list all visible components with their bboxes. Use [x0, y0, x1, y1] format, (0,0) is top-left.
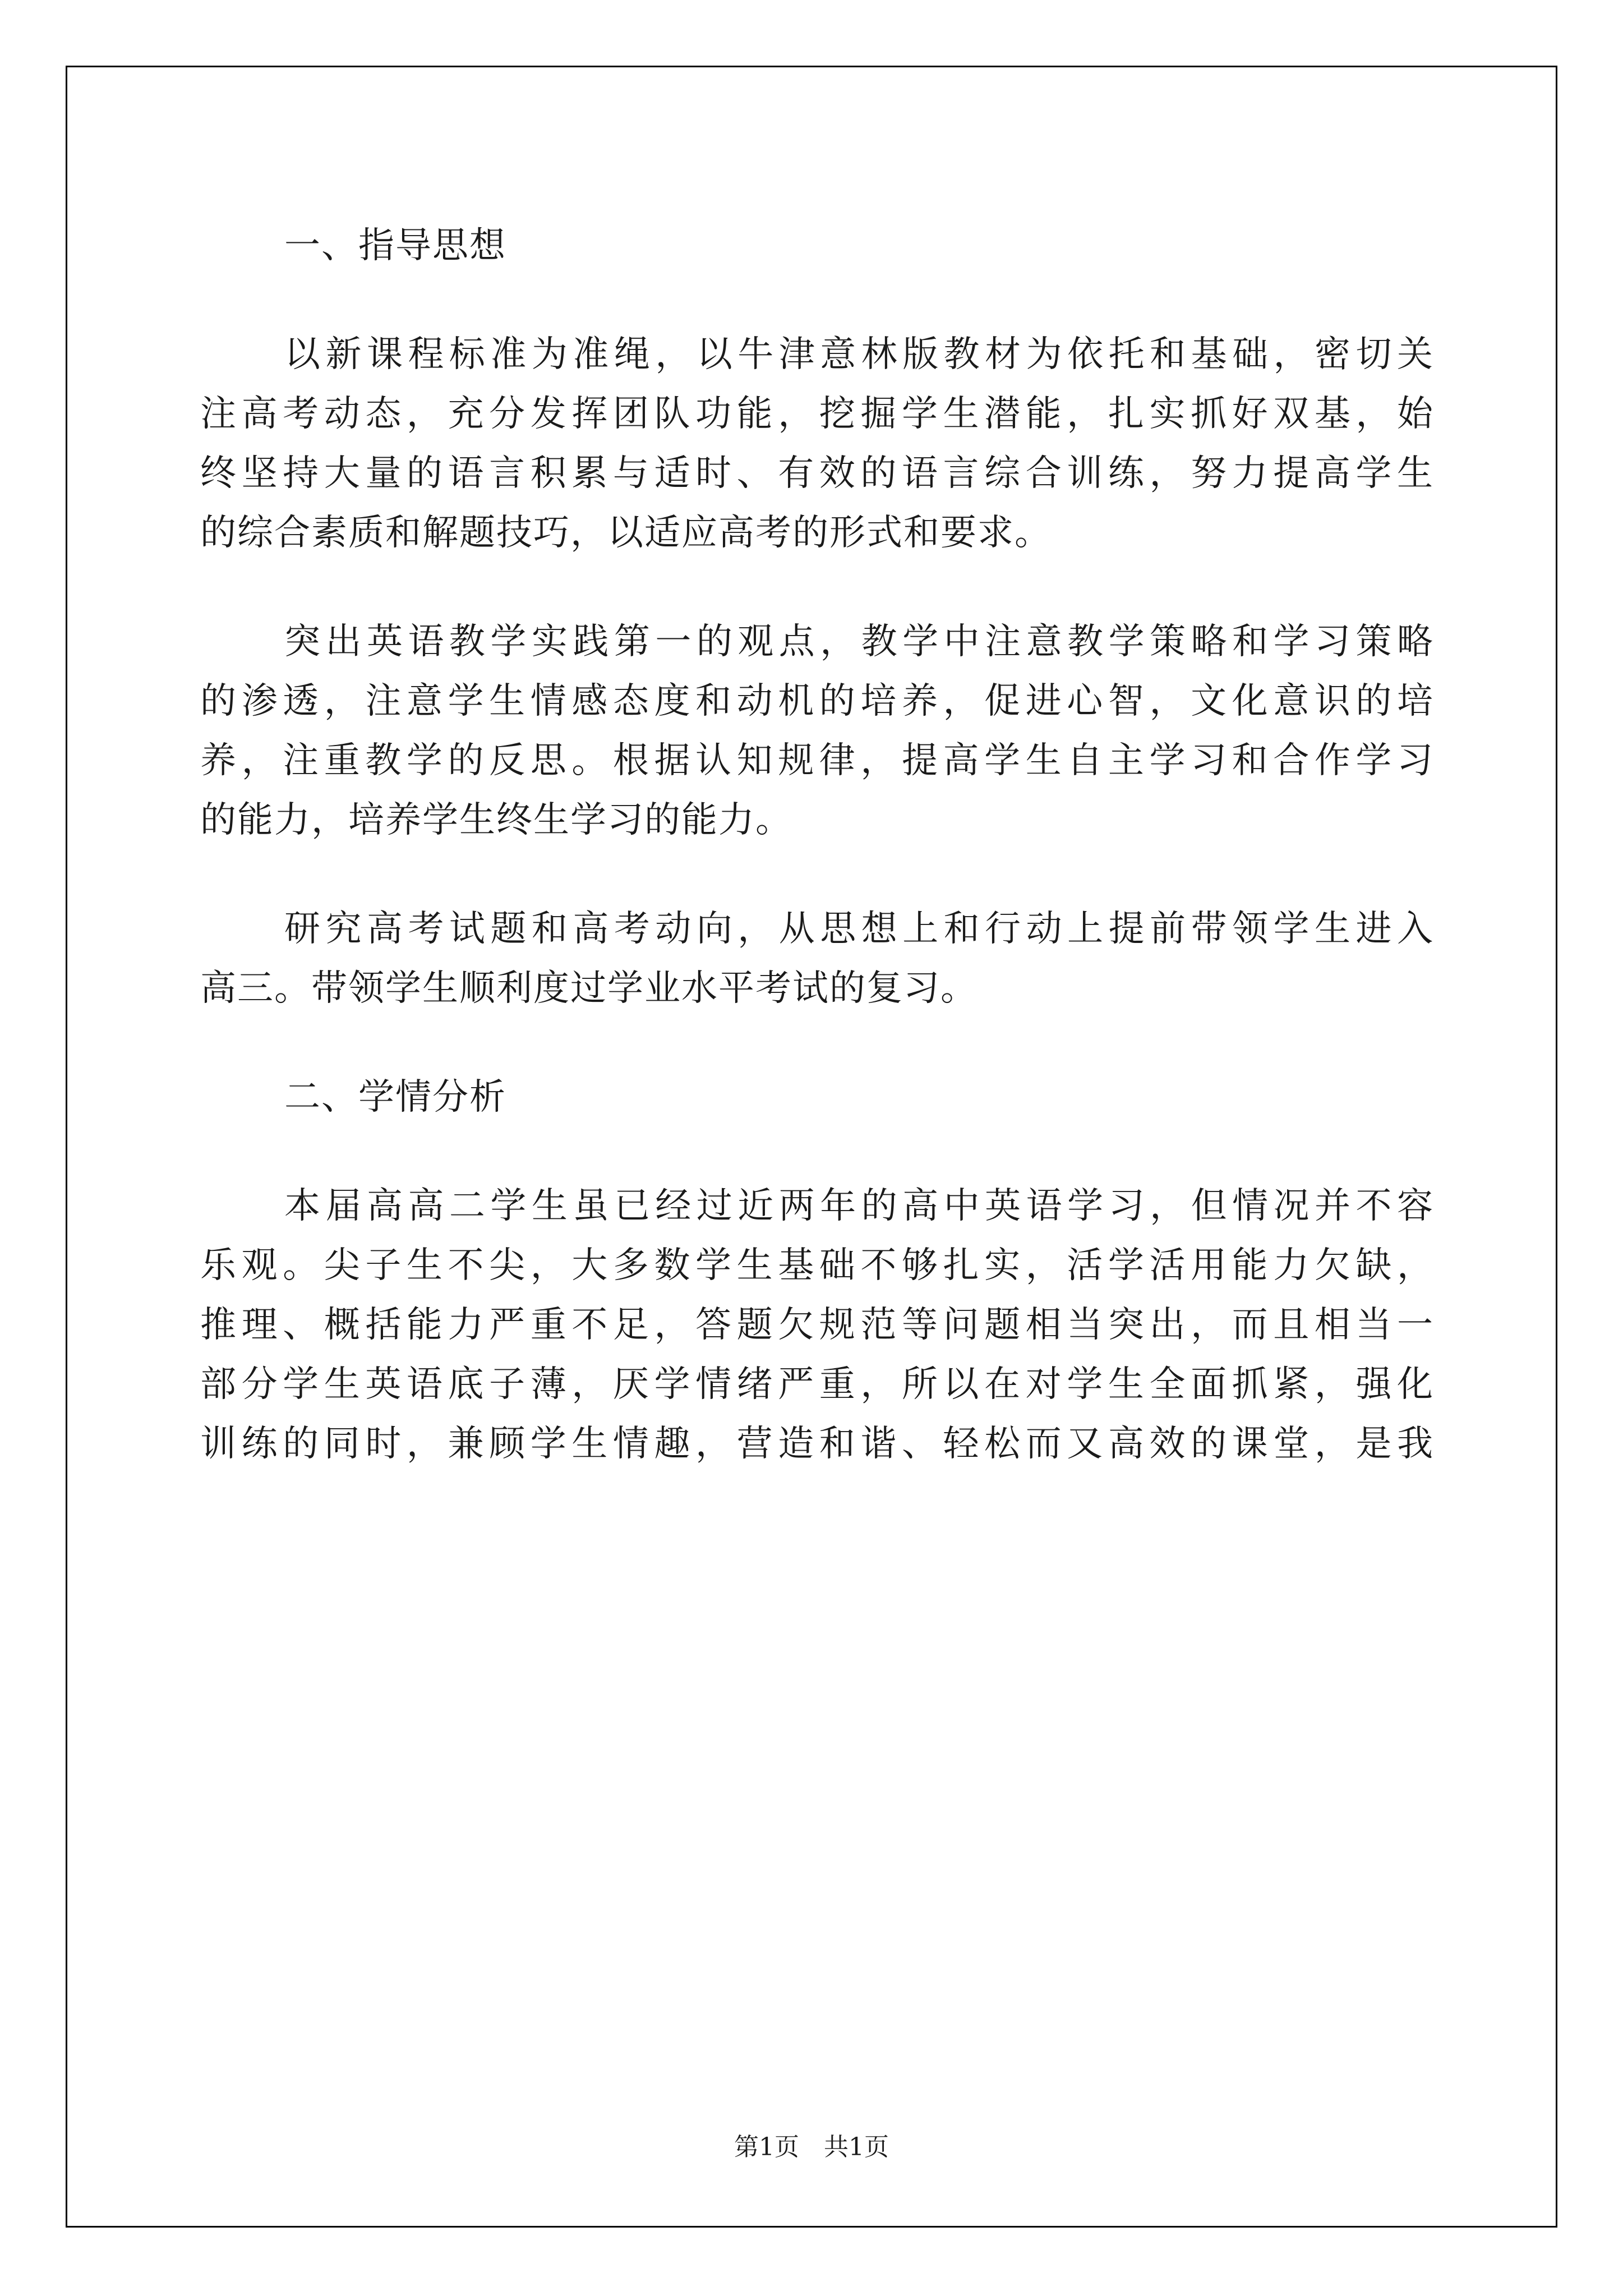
- paragraph-gap: [200, 563, 1434, 612]
- paragraph-line: 训练的同时，兼顾学生情趣，营造和谐、轻松而又高效的课堂，是我: [200, 1423, 1434, 1465]
- paragraph-line: 以新课程标准为准绳，以牛津意林版教材为依托和基础，密切关: [284, 334, 1434, 375]
- paragraph-gap: [200, 850, 1434, 899]
- paragraph-line: 部分学生英语底子薄，厌学情绪严重，所以在对学生全面抓紧，强化: [200, 1364, 1434, 1405]
- section-heading: 二、学情分析: [284, 1076, 506, 1118]
- section-heading: 一、指导思想: [284, 225, 506, 266]
- paragraph-line: 的渗透，注意学生情感态度和动机的培养，促进心智，文化意识的培: [200, 680, 1434, 722]
- paragraph-line: 终坚持大量的语言积累与适时、有效的语言综合训练，努力提高学生: [200, 453, 1434, 494]
- paragraph-gap: [200, 275, 1434, 325]
- paragraph-line: 高三。带领学生顺利度过学业水平考试的复习。: [200, 968, 978, 1009]
- paragraph-line: 养，注重教学的反思。根据认知规律，提高学生自主学习和合作学习: [200, 740, 1434, 781]
- document-body: [200, 216, 1434, 1474]
- paragraph-line: 推理、概括能力严重不足，答题欠规范等问题相当突出，而且相当一: [200, 1304, 1434, 1346]
- paragraph-line: 本届高高二学生虽已经过近两年的高中英语学习，但情况并不容: [284, 1185, 1434, 1227]
- page-footer: 第1页 共1页: [734, 2133, 889, 2161]
- paragraph-line: 注高考动态，充分发挥团队功能，挖掘学生潜能，扎实抓好双基，始: [200, 393, 1434, 435]
- paragraph-line: 的能力，培养学生终生学习的能力。: [200, 799, 792, 841]
- paragraph-line: 的综合素质和解题技巧，以适应高考的形式和要求。: [200, 512, 1052, 554]
- paragraph-gap: [200, 1018, 1434, 1068]
- paragraph-line: 突出英语教学实践第一的观点，教学中注意教学策略和学习策略: [284, 621, 1434, 662]
- paragraph-gap: [200, 1127, 1434, 1176]
- paragraph-line: 研究高考试题和高考动向，从思想上和行动上提前带领学生进入: [284, 908, 1434, 950]
- paragraph-line: 乐观。尖子生不尖，大多数学生基础不够扎实，活学活用能力欠缺，: [200, 1245, 1434, 1286]
